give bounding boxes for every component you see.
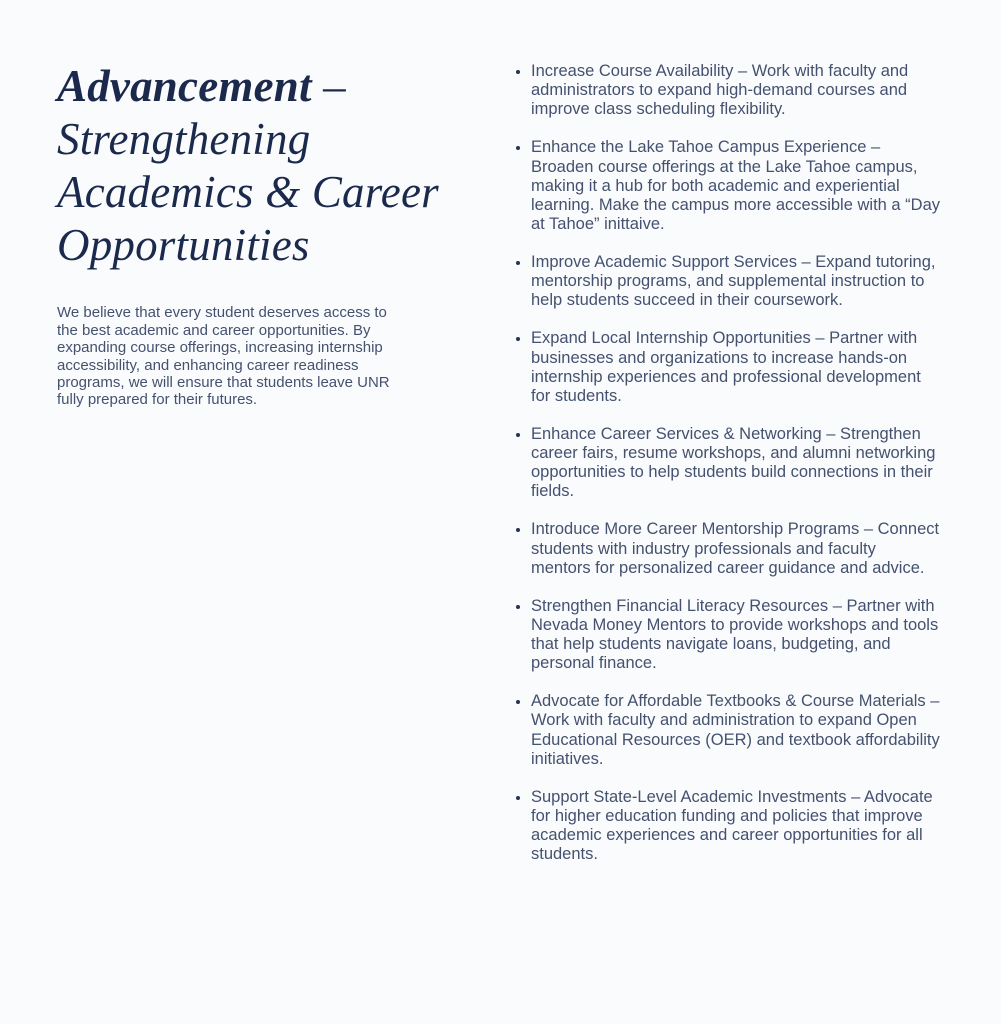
bullet-item-state-level-investments: • Support State-Level Academic Investments – Advocate for higher education funding and policies that improve academic experiences and career opportunities for all students.: [531, 788, 940, 865]
bullet-item-career-mentorship: • Introduce More Career Mentorship Programs – Connect students with industry professionals and faculty mentors for personalized career guidance and advice.: [531, 520, 940, 577]
intro-paragraph: We believe that every student deserves access to the best academic and career opportunities. By expanding course offerings, increasing internship accessibility, and enhancing career readiness programs, we will ensure that students leave UNR fully prepared for their futures.: [57, 304, 390, 409]
bullet-item-affordable-textbooks: • Advocate for Affordable Textbooks & Course Materials – Work with faculty and administration to expand Open Educational Resources (OER) and textbook affordability initiatives.: [531, 692, 940, 769]
bullet-item-academic-support: • Improve Academic Support Services – Expand tutoring, mentorship programs, and supplemental instruction to help students succeed in their coursework.: [531, 253, 940, 310]
bullet-item-course-availability: • Increase Course Availability – Work with faculty and administrators to expand high-demand courses and improve class scheduling flexibility.: [531, 62, 940, 119]
bullet-list: [510, 62, 940, 864]
bullet-item-local-internships: • Expand Local Internship Opportunities – Partner with businesses and organizations to increase hands-on internship experiences and professional development for students.: [531, 329, 940, 406]
bullet-item-career-services: • Enhance Career Services & Networking – Strengthen career fairs, resume workshops, and alumni networking opportunities to help students build connections in their fields.: [531, 425, 940, 502]
page-title-rest: – Strengthening Academics & Career Opportunities: [57, 61, 439, 271]
bullet-column: [510, 62, 940, 883]
page-title: [57, 60, 449, 272]
intro-column: [57, 60, 449, 409]
bullet-item-financial-literacy: • Strengthen Financial Literacy Resources – Partner with Nevada Money Mentors to provide workshops and tools that help students navigate loans, budgeting, and personal finance.: [531, 597, 940, 674]
bullet-item-lake-tahoe-campus: • Enhance the Lake Tahoe Campus Experience – Broaden course offerings at the Lake Tahoe campus, making it a hub for both academic and experiential learning. Make the campus more accessible with a “Day at Tahoe” inittaive.: [531, 138, 940, 234]
page-title-emphasis: Advancement: [57, 61, 312, 111]
